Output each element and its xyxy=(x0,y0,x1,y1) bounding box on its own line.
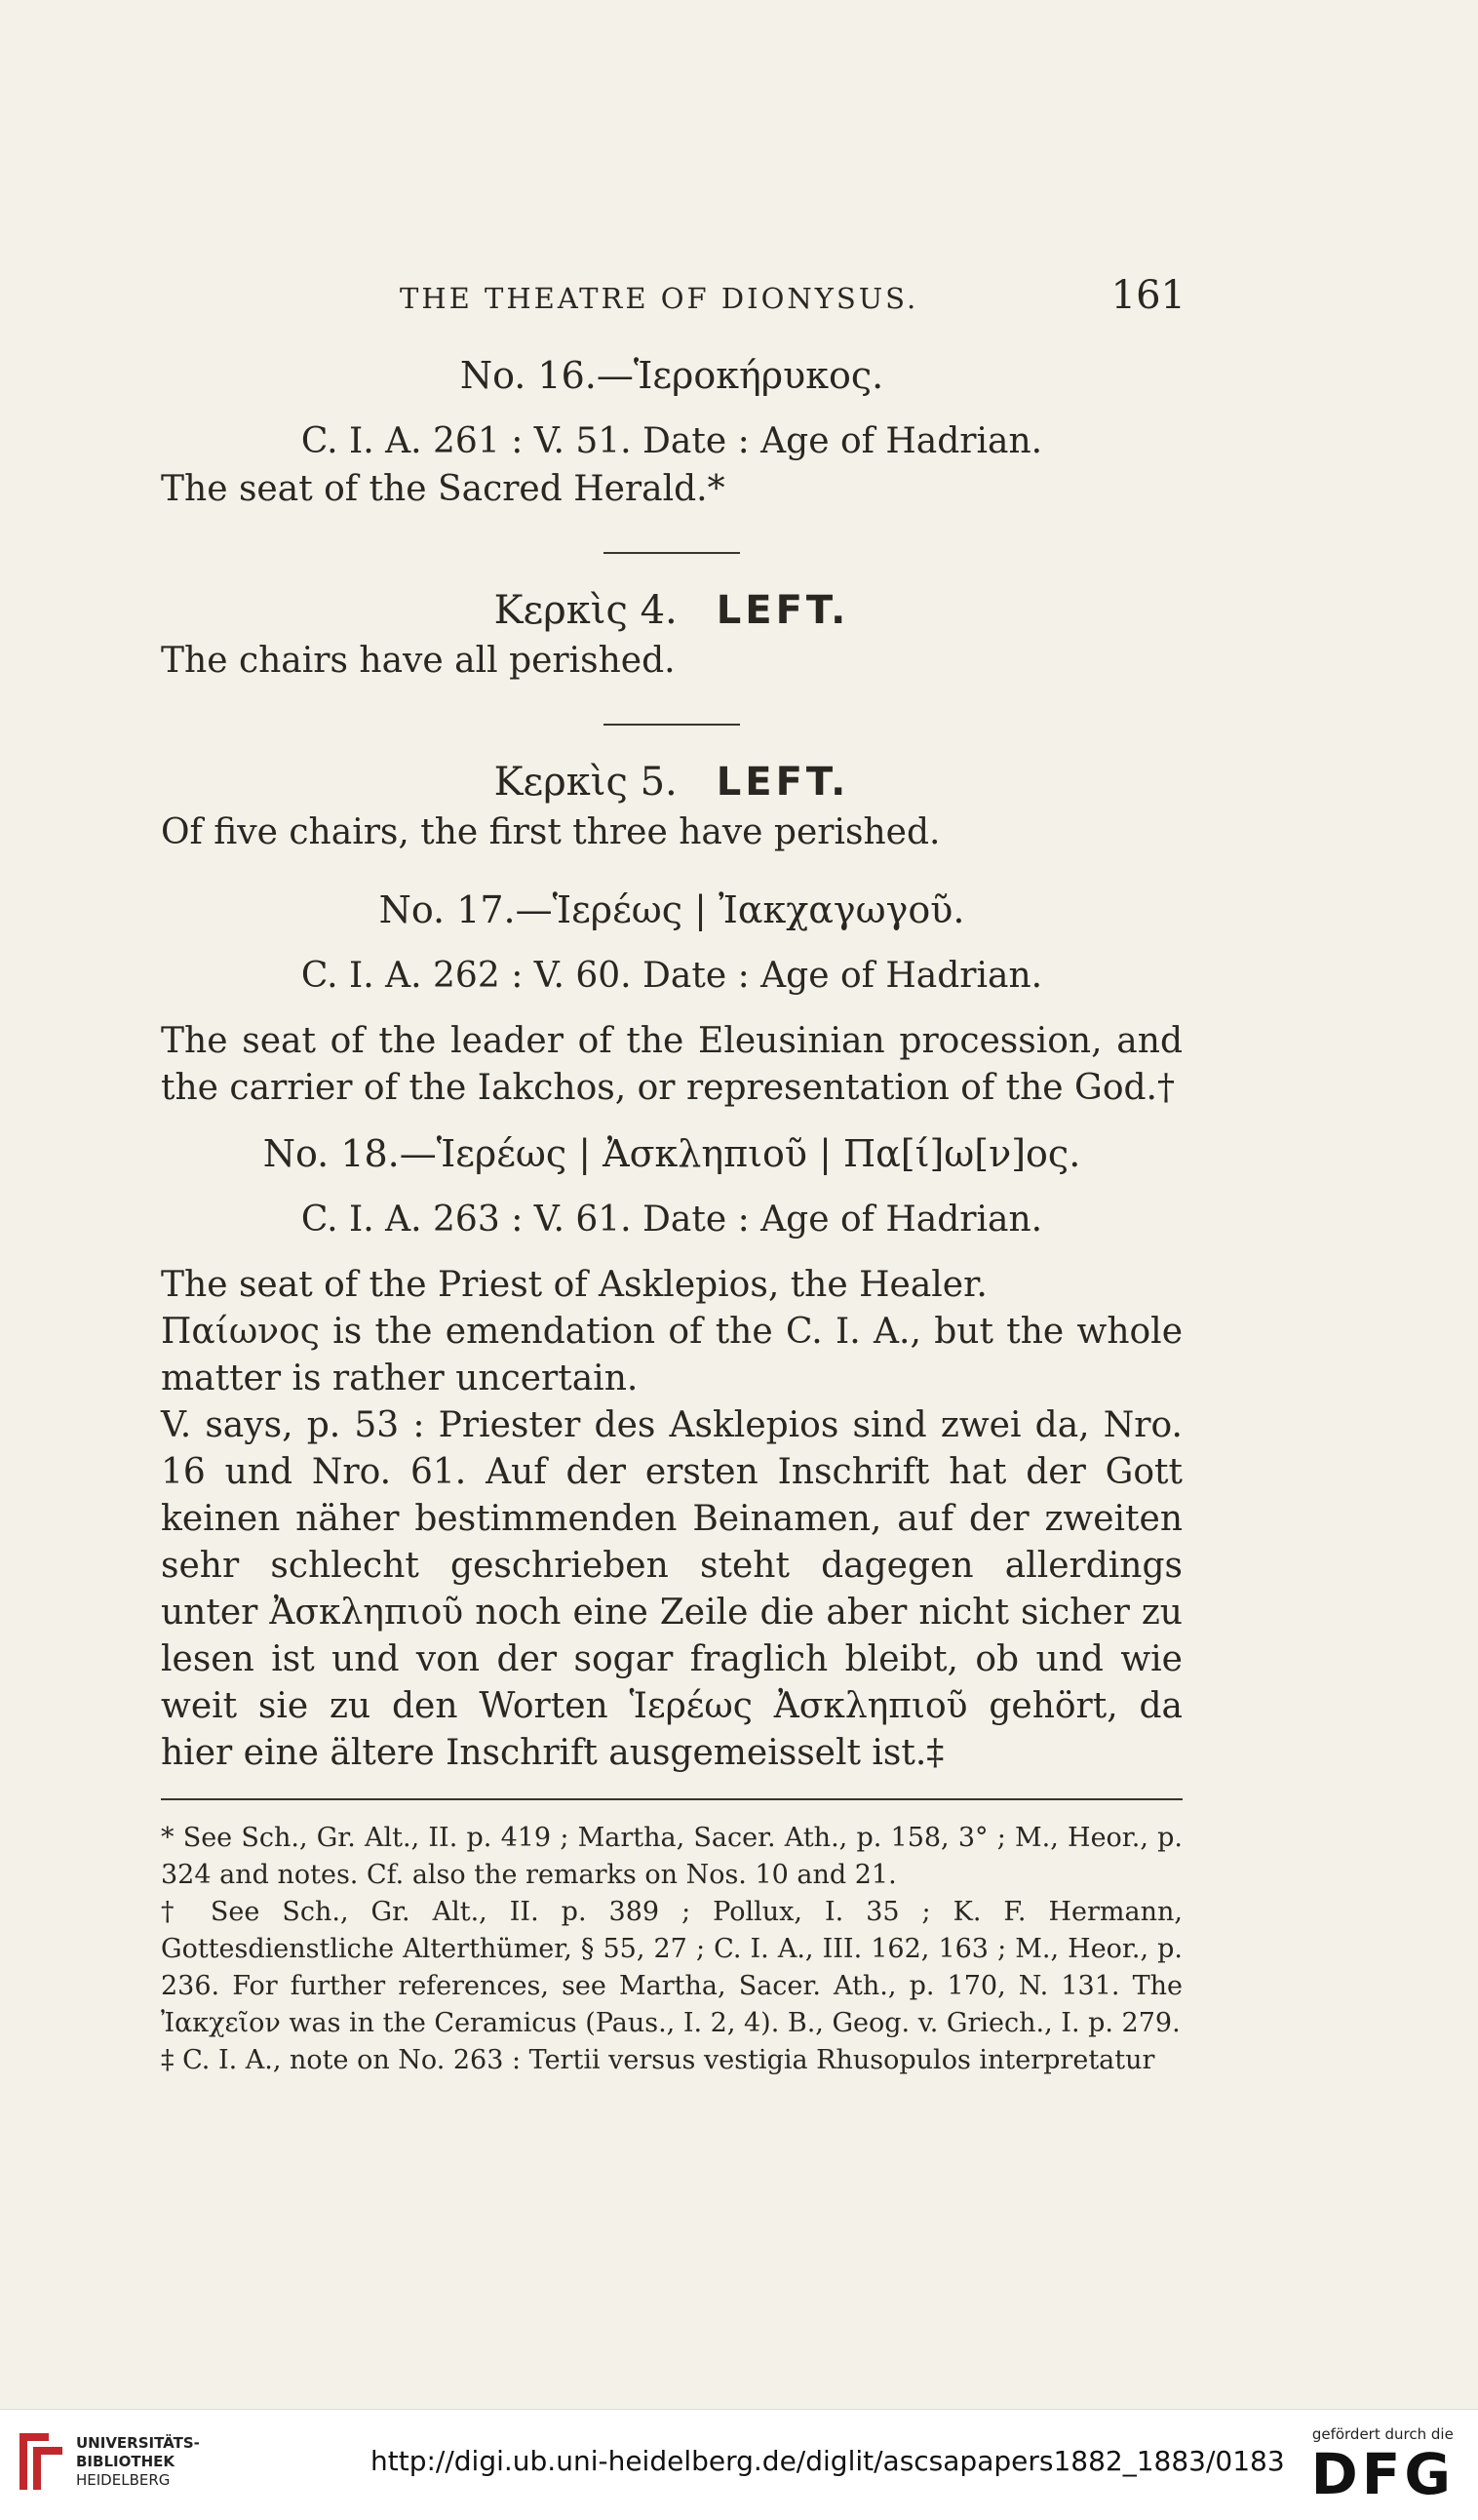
permalink-url[interactable]: http://digi.ub.uni-heidelberg.de/diglit/ascsapapers1882_1883/0183 xyxy=(370,2445,1285,2477)
entry-18-meta: C. I. A. 263 : V. 61. Date : Age of Hadrian. xyxy=(300,1200,1043,1240)
dfg-logo[interactable] xyxy=(1311,2425,1455,2505)
entry-18-german-quote: V. says, p. 53 : Priester des Asklepios sind zwei da, Nro. 16 und Nro. 61. Auf der ersten Inschrift hat der Gott keinen näher bestimmenden Beinamen, auf der zweiten sehr schlecht geschrieben steht dagegen allerdings unter Ἀσκληπιοῦ noch eine Zeile die aber nicht sicher zu lesen ist und von der sogar fraglich bleibt, ob und wie weit sie zu den Worten Ἱερέως Ἀσκληπιοῦ gehört, da hier eine ältere Inschrift ausgemeisselt ist.‡ xyxy=(161,1405,1183,1773)
library-name-line: UNIVERSITÄTS- xyxy=(76,2433,200,2452)
entry-17-heading: No. 17.—Ἱερέως | Ἰακχαγωγοῦ. xyxy=(378,888,965,931)
kerkis-5-description: Of five chairs, the first three have perished. xyxy=(161,812,941,852)
entry-18-description: The seat of the Priest of Asklepios, the Healer. xyxy=(161,1265,988,1305)
page-header xyxy=(161,273,1186,318)
entry-16-description: The seat of the Sacred Herald.* xyxy=(161,469,725,509)
entry-18-note: Παίωνος is the emendation of the C. I. A., but the whole matter is rather uncertain. xyxy=(161,1312,1183,1398)
kerkis-5-heading xyxy=(161,755,1183,809)
kerkis-5-side: LEFT. xyxy=(716,760,850,805)
dfg-funding-label: gefördert durch die xyxy=(1311,2425,1454,2443)
entry-17-meta: C. I. A. 262 : V. 60. Date : Age of Hadrian. xyxy=(300,956,1043,996)
library-name-line: BIBLIOTHEK xyxy=(76,2452,175,2470)
footnote: * See Sch., Gr. Alt., II. p. 419 ; Martha, Sacer. Ath., p. 158, 3° ; M., Heor., p. 324 and notes. Cf. also the remarks on Nos. 10 and 21. xyxy=(161,1823,1183,1890)
entry-16-heading: No. 16.—Ἱεροκήρυκος. xyxy=(459,354,884,397)
entry-18-heading: No. 18.—Ἱερέως | Ἀσκληπιοῦ | Πα[ί]ω[ν]ος. xyxy=(262,1132,1081,1175)
dfg-wordmark: DFG xyxy=(1310,2441,1455,2507)
library-name-line: HEIDELBERG xyxy=(76,2470,171,2489)
page-body xyxy=(161,351,1183,2079)
footnote-rule xyxy=(161,1798,1183,1800)
footnote: ‡ C. I. A., note on No. 263 : Tertii versus vestigia Rhusopulos interpretatur xyxy=(161,2045,1155,2075)
page-number: 161 xyxy=(1110,273,1186,318)
kerkis-4-side: LEFT. xyxy=(716,588,850,633)
kerkis-4-heading xyxy=(161,583,1183,638)
digitization-footer xyxy=(0,2409,1478,2520)
library-name xyxy=(76,2434,200,2490)
entry-17-description: The seat of the leader of the Eleusinian procession, and the carrier of the Iakchos, or representation of the God.† xyxy=(161,1021,1183,1108)
kerkis-4-description: The chairs have all perished. xyxy=(161,641,676,681)
library-logo-icon xyxy=(14,2427,68,2496)
kerkis-4-title: Κερκὶς 4. xyxy=(493,588,678,633)
entry-16-meta: C. I. A. 261 : V. 51. Date : Age of Hadrian. xyxy=(300,421,1043,461)
kerkis-5-title: Κερκὶς 5. xyxy=(493,760,678,805)
footnote: † See Sch., Gr. Alt., II. p. 389 ; Pollux, I. 35 ; K. F. Hermann, Gottesdienstliche Alterthümer, § 55, 27 ; C. I. A., III. 162, 163 ; M., Heor., p. 236. For further references, see Martha, Sacer. Ath., p. 170, N. 131. The Ἰακχεῖον was in the Ceramicus (Paus., I. 2, 4). B., Geog. v. Griech., I. p. 279. xyxy=(161,1897,1183,2038)
library-logo[interactable] xyxy=(14,2427,200,2496)
running-title: THE THEATRE OF DIONYSUS. xyxy=(400,282,919,315)
